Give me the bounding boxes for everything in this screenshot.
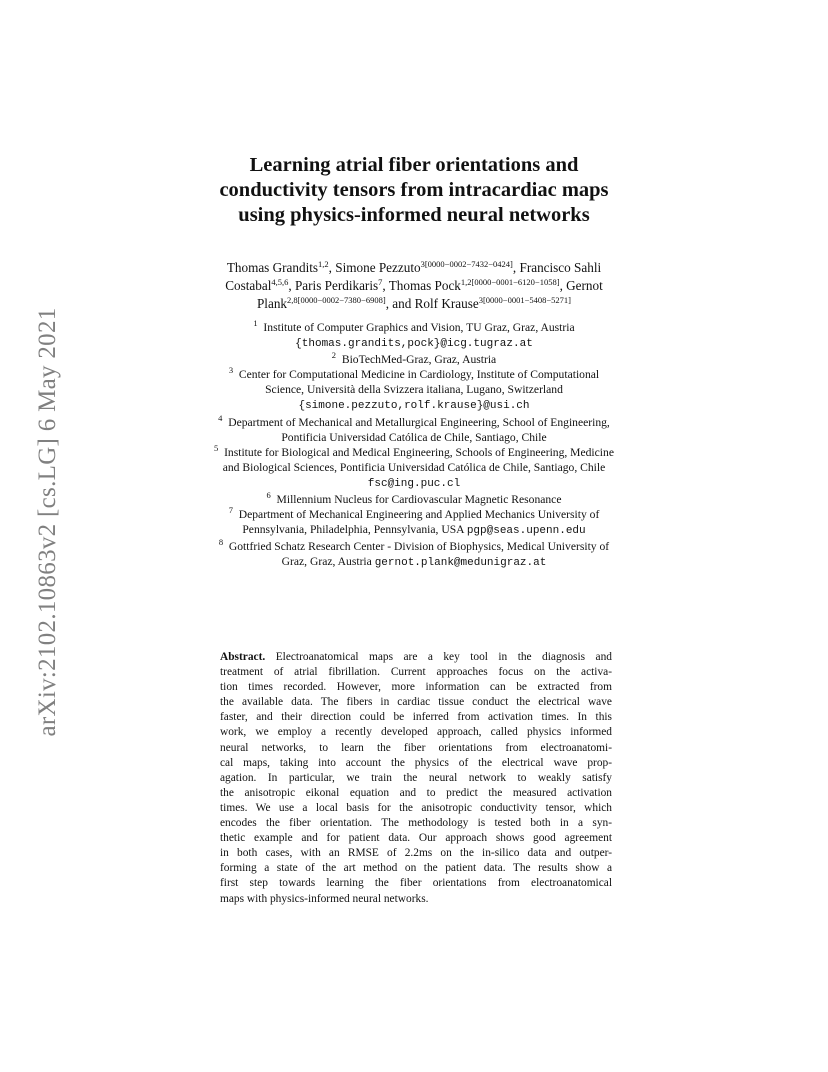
abstract-line: treatment of atrial fibrillation. Current approaches focus on the activa- xyxy=(220,666,612,679)
author-name: , Simone Pezzuto xyxy=(328,260,421,275)
email-address: fsc@ing.puc.cl xyxy=(367,477,461,490)
author-superscript: 7 xyxy=(378,277,383,287)
abstract-line: the anisotropic eikonal equation and to predict the measured activation xyxy=(220,786,612,799)
abstract-line: times. We use a local basis for the anisotropic conductivity tensor, which xyxy=(220,801,612,814)
affiliation-number: 5 xyxy=(214,442,219,453)
affiliation-text: Pontificia Universidad Católica de Chile, Santiago, Chile xyxy=(281,430,547,444)
affiliation-text: BioTechMed-Graz, Graz, Austria xyxy=(341,353,497,367)
author-list xyxy=(150,259,678,313)
author-name: , Thomas Pock xyxy=(382,278,461,293)
author-superscript: 1,2 xyxy=(318,259,329,269)
abstract-line: in both cases, with an RMSE of 2.2ms on the in-silico data and outper- xyxy=(220,847,612,860)
affiliation-number: 4 xyxy=(218,412,223,423)
author-name: Costabal xyxy=(225,278,272,293)
affiliation-text: Pennsylvania, Philadelphia, Pennsylvania, USA xyxy=(242,523,464,537)
author-name: Thomas Grandits xyxy=(226,260,319,275)
abstract-line: agation. In particular, we train the neural network to weakly satisfy xyxy=(220,771,612,784)
affiliation-2 xyxy=(130,352,698,367)
affiliation-text: Institute for Biological and Medical Engineering, Schools of Engineering, Medicine xyxy=(224,445,614,459)
paper-title xyxy=(120,153,708,228)
abstract-line: maps with physics-informed neural networks. xyxy=(220,892,429,905)
title-line: using physics-informed neural networks xyxy=(238,204,590,226)
author-line xyxy=(150,277,678,295)
abstract-line: cal maps, taking into account the physics of the electrical wave prop- xyxy=(220,756,612,769)
abstract-line: tion times recorded. However, more information can be extracted from xyxy=(220,681,612,694)
author-line xyxy=(150,295,678,313)
affiliation-text: Department of Mechanical Engineering and Applied Mechanics University of xyxy=(238,508,600,522)
abstract-line: neural networks, to learn the fiber orientations from electroanatomi- xyxy=(220,741,612,754)
affiliation-5-email xyxy=(130,475,698,492)
abstract-line: encodes the fiber orientation. The methodology is tested both in a syn- xyxy=(220,817,612,830)
affiliation-text: Millennium Nucleus for Cardiovascular Magnetic Resonance xyxy=(276,493,562,507)
email-address: {simone.pezzuto,rolf.krause}@usi.ch xyxy=(298,400,530,413)
affiliation-number: 3 xyxy=(228,365,234,376)
author-superscript: 1,2[0000−0001−6120−1058] xyxy=(460,277,560,287)
affiliation-3-email xyxy=(130,397,698,414)
abstract-line: the available data. The fibers in cardiac tissue conduct the electrical wave xyxy=(220,696,612,709)
title-line: conductivity tensors from intracardiac maps xyxy=(219,179,609,201)
title-line: Learning atrial fiber orientations and xyxy=(249,154,579,176)
abstract xyxy=(220,650,612,907)
affiliation-list xyxy=(130,320,698,572)
abstract-line: forming a state of the art method on the patient data. The results show a xyxy=(220,862,612,875)
affiliation-1-email xyxy=(130,335,698,352)
abstract-heading: Abstract. xyxy=(220,651,266,663)
email-address: gernot.plank@medunigraz.at xyxy=(374,557,547,570)
email-address: pgp@seas.upenn.edu xyxy=(466,525,586,538)
affiliation-number: 2 xyxy=(331,350,337,361)
abstract-line: faster, and their direction could be inferred from activation times. In this xyxy=(220,711,612,724)
affiliation-1 xyxy=(130,320,698,335)
affiliation-6 xyxy=(130,492,698,507)
author-superscript: 3[0000−0001−5408−5271] xyxy=(478,295,572,305)
author-superscript: 3[0000−0002−7432−0424] xyxy=(420,259,513,269)
affiliation-text: and Biological Sciences, Pontificia Universidad Católica de Chile, Santiago, Chile xyxy=(222,460,606,474)
affiliation-number: 6 xyxy=(266,490,271,501)
affiliation-5-cont xyxy=(130,460,698,475)
affiliation-7 xyxy=(130,507,698,522)
affiliation-text: Graz, Graz, Austria xyxy=(281,555,372,569)
email-address: {thomas.grandits,pock}@icg.tugraz.at xyxy=(295,338,533,351)
abstract-line xyxy=(220,650,612,665)
affiliation-number: 1 xyxy=(253,318,258,328)
author-name: Plank xyxy=(256,296,288,311)
author-line xyxy=(150,259,678,277)
affiliation-text: Institute of Computer Graphics and Vision, TU Graz, Graz, Austria xyxy=(263,321,575,334)
author-name: , Gernot xyxy=(559,278,603,293)
author-superscript: 4,5,6 xyxy=(271,277,289,287)
affiliation-7-cont xyxy=(130,522,698,539)
abstract-text: Electroanatomical maps are a key tool in the diagnosis and xyxy=(275,651,612,663)
author-superscript: 2,8[0000−0002−7380−6908] xyxy=(287,295,386,305)
affiliation-text: Department of Mechanical and Metallurgical Engineering, School of Engineering, xyxy=(228,415,610,429)
affiliation-number: 7 xyxy=(228,505,233,516)
affiliation-text: Gottfried Schatz Research Center - Division of Biophysics, Medical University of xyxy=(228,540,610,554)
author-name: , Francisco Sahli xyxy=(512,260,602,275)
affiliation-8 xyxy=(130,539,698,554)
affiliation-text: Center for Computational Medicine in Cardiology, Institute of Computational xyxy=(238,368,600,382)
affiliation-3 xyxy=(130,367,698,382)
author-name: , Paris Perdikaris xyxy=(288,278,379,293)
abstract-line: first step towards learning the fiber orientations from electroanatomical xyxy=(220,877,612,890)
affiliation-text: Science, Università della Svizzera italiana, Lugano, Switzerland xyxy=(265,383,563,397)
abstract-line: work, we employ a recently developed approach, called physics informed xyxy=(220,726,612,739)
affiliation-4 xyxy=(130,412,698,430)
affiliation-number: 8 xyxy=(218,537,224,548)
author-name: , and Rolf Krause xyxy=(385,296,479,311)
affiliation-5 xyxy=(130,442,698,460)
abstract-line: thetic example and for patient data. Our approach shows good agreement xyxy=(220,832,612,845)
affiliation-3-cont xyxy=(130,382,698,397)
affiliation-8-cont xyxy=(130,554,698,571)
arxiv-identifier-stamp: arXiv:2102.10863v2 [cs.LG] 6 May 2021 xyxy=(34,307,61,737)
